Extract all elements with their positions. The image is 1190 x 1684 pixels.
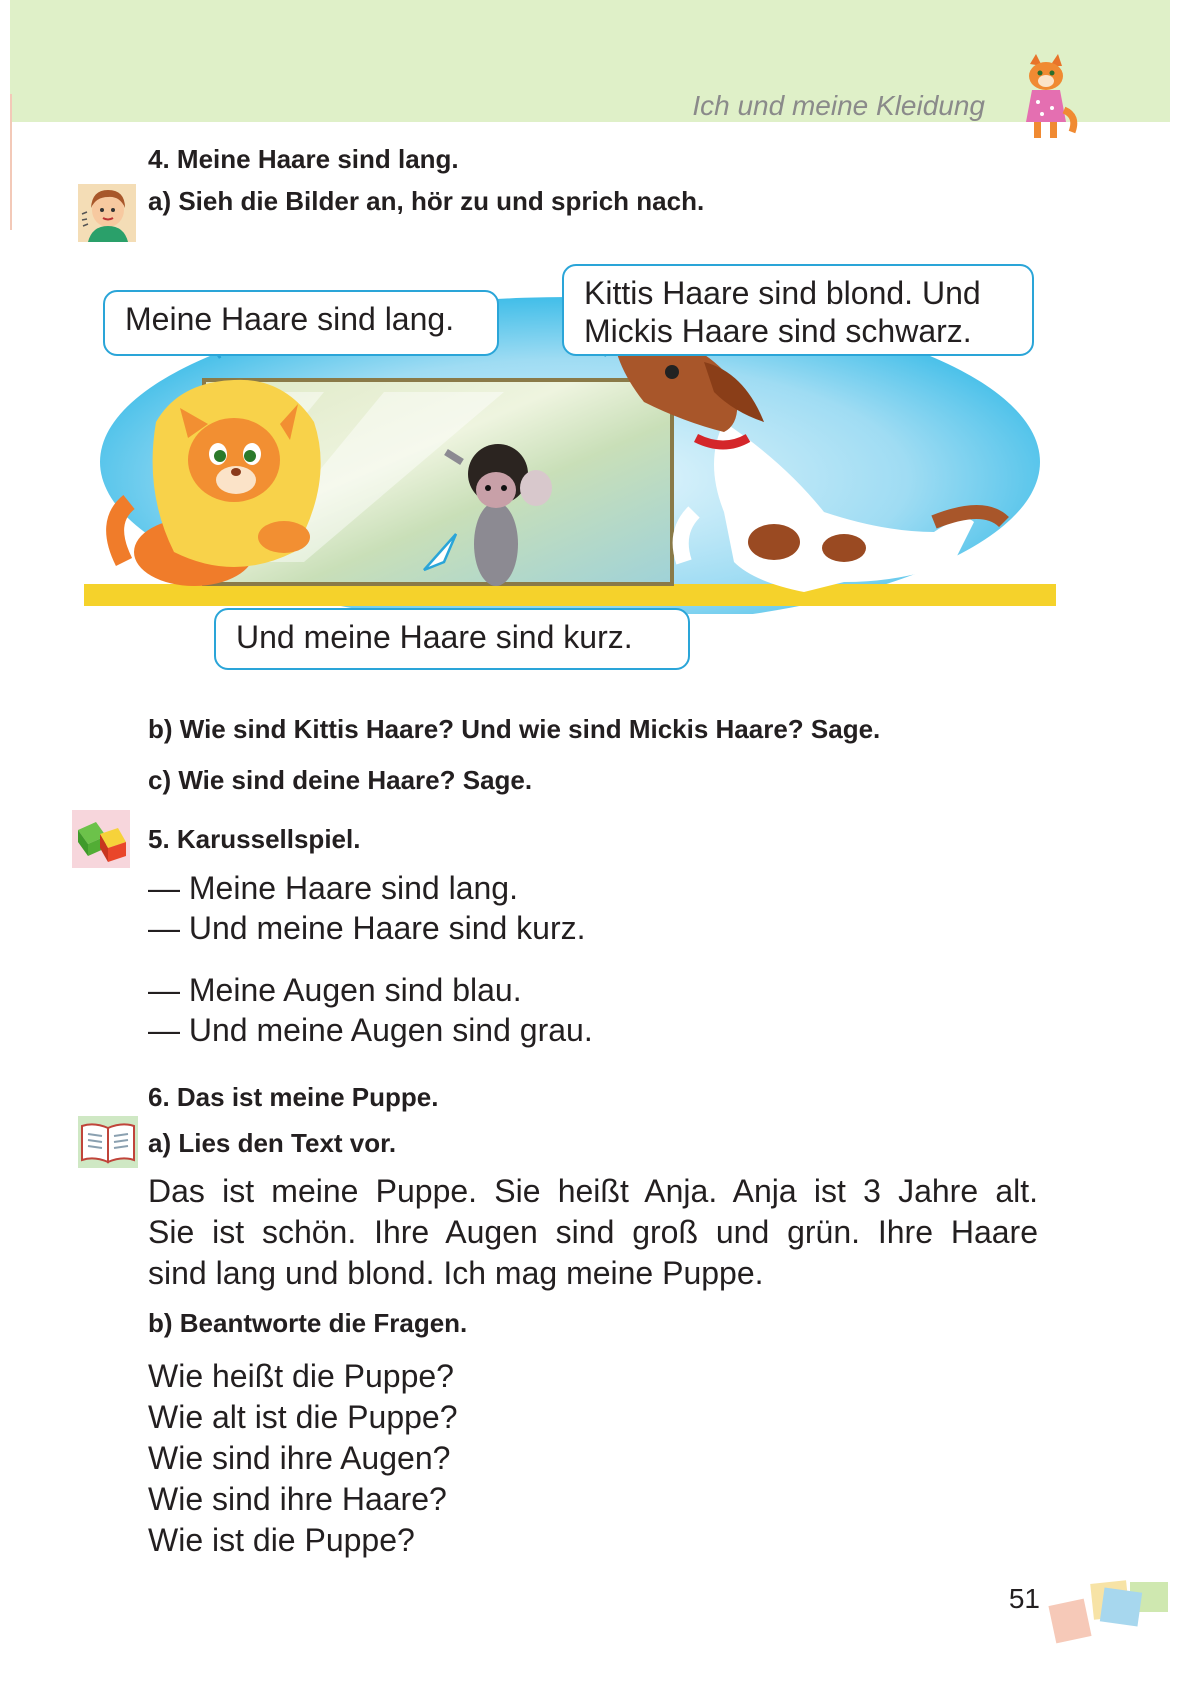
floor: [84, 584, 1056, 606]
exercise-6-title: 6. Das ist meine Puppe.: [148, 1082, 439, 1112]
karussell-line-4: — Und meine Augen sind grau.: [148, 1012, 593, 1048]
exercise-6-task-b: b) Beantworte die Fragen.: [148, 1308, 468, 1338]
fox-mascot-icon: [1012, 54, 1080, 144]
listen-child-icon: [78, 184, 136, 242]
speech-bubble-mouse: Und meine Haare sind kurz.: [214, 608, 690, 670]
page-number: 51: [1008, 1583, 1040, 1614]
exercise-4-task-b: b) Wie sind Kittis Haare? Und wie sind Mickis Haare? Sage.: [148, 714, 881, 744]
question-5: Wie ist die Puppe?: [148, 1522, 415, 1558]
reading-text: [148, 1171, 1038, 1294]
chapter-title: Ich und meine Kleidung: [692, 90, 985, 121]
header-band: [10, 0, 1170, 122]
question-2: Wie alt ist die Puppe?: [148, 1399, 458, 1435]
exercise-4-task-c: c) Wie sind deine Haare? Sage.: [148, 765, 533, 795]
reading-text-line-3: sind lang und blond. Ich mag meine Puppe.: [148, 1255, 764, 1291]
exercise-6-task-a: a) Lies den Text vor.: [148, 1128, 397, 1158]
corner-decoration: [1044, 1576, 1170, 1652]
exercise-5-title: 5. Karussellspiel.: [148, 824, 361, 854]
open-book-icon: [78, 1116, 138, 1168]
exercise-4-title: 4. Meine Haare sind lang.: [148, 144, 459, 174]
question-3: Wie sind ihre Augen?: [148, 1440, 451, 1476]
exercise-4-task-a: a) Sieh die Bilder an, hör zu und sprich nach.: [148, 186, 705, 216]
karussell-line-2: — Und meine Haare sind kurz.: [148, 910, 586, 946]
speech-bubble-cat: Meine Haare sind lang.: [103, 290, 499, 356]
question-1: Wie heißt die Puppe?: [148, 1358, 454, 1394]
speech-bubble-dog-line-2: Mickis Haare sind schwarz.: [584, 313, 972, 349]
dice-game-icon: [72, 810, 130, 868]
karussell-line-3: — Meine Augen sind blau.: [148, 972, 522, 1008]
reading-text-line-2: Sie ist schön. Ihre Augen sind groß und grün. Ihre Haare: [148, 1214, 1038, 1250]
reading-text-line-1: Das ist meine Puppe. Sie heißt Anja. Anja ist 3 Jahre alt.: [148, 1173, 1038, 1209]
left-margin-rule: [10, 94, 12, 230]
karussell-line-1: — Meine Haare sind lang.: [148, 870, 518, 906]
question-4: Wie sind ihre Haare?: [148, 1481, 447, 1517]
speech-bubble-dog: [562, 264, 1034, 356]
speech-bubble-dog-line-1: Kittis Haare sind blond. Und: [584, 275, 981, 311]
